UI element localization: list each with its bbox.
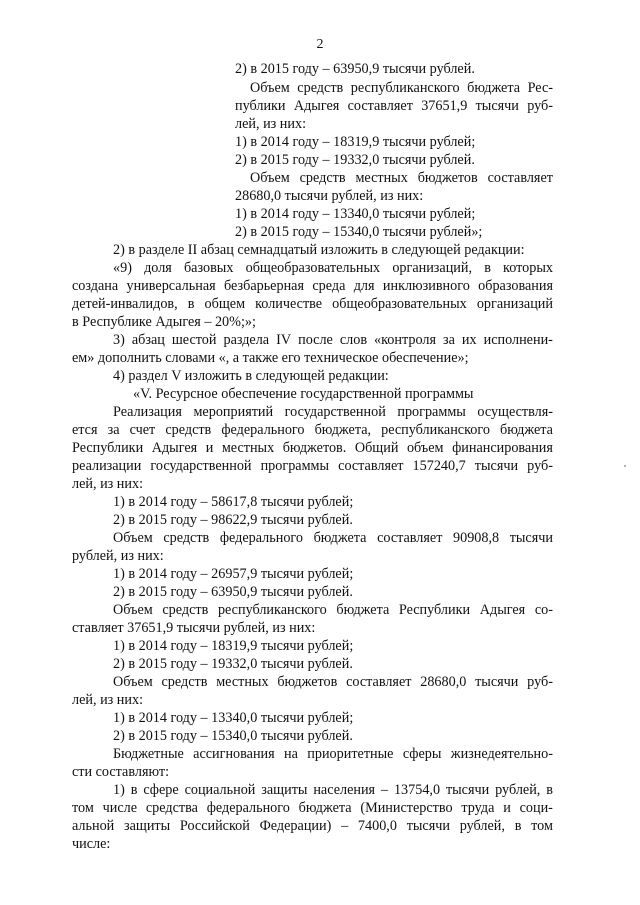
word: бюджета [467, 80, 521, 96]
text-line [113, 601, 553, 619]
text-line: 28680,0 тысячи рублей, из них: [235, 188, 424, 204]
word: социальной [184, 782, 256, 798]
word: тысячи [406, 818, 450, 834]
word: Объем [113, 602, 153, 618]
text-line: 2) в 2015 году – 63950,9 тысячи рублей. [113, 584, 353, 600]
text-line [235, 97, 553, 115]
word: финансирования [452, 440, 553, 456]
word: республиканского [350, 80, 460, 96]
word: государственной [150, 458, 252, 474]
word: тысячи [474, 458, 519, 474]
word: бюджета [500, 422, 553, 438]
word: сферы [402, 746, 442, 762]
word: средств [299, 170, 346, 186]
text-line: 4) раздел V изложить в следующей редакции: [113, 368, 389, 384]
word: безбарьерная [224, 278, 304, 294]
word: средств [161, 674, 208, 690]
text-line: 2) в 2015 году – 19332,0 тысячи рублей. [113, 656, 353, 672]
word: публики [235, 98, 286, 114]
word: 157240,7 [412, 458, 466, 474]
word: 28680,0 [420, 674, 467, 690]
word: федерального [219, 530, 303, 546]
text-line: 2) в 2015 году – 98622,9 тысячи рублей. [113, 512, 353, 528]
word: реализации [72, 458, 142, 474]
word: тысячи [475, 674, 519, 690]
word: ется [72, 422, 98, 438]
word: Адыгея [479, 602, 526, 618]
word: – [341, 818, 349, 834]
word: средств [165, 422, 212, 438]
word: в [514, 818, 522, 834]
word: базовых [183, 260, 234, 276]
word: населения [313, 782, 376, 798]
text-line [72, 421, 553, 439]
text-line: 2) в 2015 году – 15340,0 тысячи рублей»; [235, 224, 483, 240]
word: создана [72, 278, 119, 294]
text-line: ем» дополнить словами «, а также его техническое обеспечение»; [72, 350, 469, 366]
word: в [187, 296, 195, 312]
text-line: лей, из них: [235, 116, 307, 132]
text-line [113, 781, 553, 799]
word: рублей, [495, 782, 541, 798]
word: средств [163, 530, 210, 546]
word: Республики [398, 602, 471, 618]
word: составляет [347, 98, 413, 114]
text-line [113, 403, 553, 421]
text-line [72, 457, 553, 475]
text-line [72, 295, 553, 313]
word: тысячи [445, 782, 490, 798]
word: защиты [261, 782, 308, 798]
text-line: 1) в 2014 году – 26957,9 тысячи рублей; [113, 566, 354, 582]
word: их [461, 332, 477, 348]
word: организаций [476, 296, 553, 312]
word: 37651,9 [421, 98, 468, 114]
word: Объем [113, 530, 153, 546]
word: шестой [171, 332, 217, 348]
word: числе [102, 800, 138, 816]
word: в [130, 782, 138, 798]
word: бюджетов [417, 170, 478, 186]
word: бюджета [336, 602, 390, 618]
text-line [113, 529, 553, 547]
word: 1) [113, 782, 125, 798]
text-line [113, 259, 553, 277]
word: общем [204, 296, 246, 312]
text-line: 1) в 2014 году – 13340,0 тысячи рублей; [113, 710, 354, 726]
word: средства [145, 800, 198, 816]
word: Объем [250, 80, 290, 96]
word: тысячи [509, 530, 553, 546]
word: и [503, 800, 511, 816]
word: жизнедеятельно- [450, 746, 553, 762]
text-line [250, 79, 553, 97]
text-line: ставляет 37651,9 тысячи рублей, из них: [72, 620, 316, 636]
word: для [353, 278, 375, 294]
word: труда [461, 800, 495, 816]
word: составляет [377, 530, 443, 546]
text-line: в Республике Адыгея – 20%;»; [72, 314, 256, 330]
word: приоритетные [307, 746, 394, 762]
text-line [113, 331, 553, 349]
word: местных [216, 674, 269, 690]
word: 13754,0 [393, 782, 441, 798]
text-line: 2) в 2015 году – 15340,0 тысячи рублей. [113, 728, 353, 744]
word: республиканского [217, 602, 327, 618]
word: за [443, 332, 455, 348]
text-line [250, 169, 553, 187]
word: – [380, 782, 389, 798]
word: бюджетов. [282, 440, 347, 456]
word: инклюзивного [382, 278, 470, 294]
word: Адыгея [293, 98, 340, 114]
word: средств [162, 602, 209, 618]
word: 90908,8 [453, 530, 500, 546]
scan-speck [624, 465, 626, 467]
word: соци- [519, 800, 553, 816]
word: Рес- [527, 80, 553, 96]
word: осуществля- [477, 404, 553, 420]
word: том [72, 800, 94, 816]
text-line: 2) в 2015 году – 19332,0 тысячи рублей. [235, 152, 475, 168]
word: счет [129, 422, 156, 438]
text-line: 1) в 2014 году – 18319,9 тысячи рублей; [113, 638, 354, 654]
word: тысячи [475, 98, 519, 114]
word: в [546, 782, 553, 798]
word: количестве [255, 296, 323, 312]
word: Общий [354, 440, 399, 456]
text-line: лей, из них: [72, 692, 144, 708]
word: которых [503, 260, 553, 276]
text-line [72, 799, 553, 817]
word: Объем [250, 170, 290, 186]
word: составляет [338, 458, 404, 474]
text-line: сти составляют: [72, 764, 170, 780]
text-line [113, 673, 553, 691]
word: Реализация [113, 404, 182, 420]
word: доля [144, 260, 172, 276]
word: бюджета [313, 530, 367, 546]
word: детей-инвалидов, [72, 296, 178, 312]
word: Объем [113, 674, 153, 690]
word: мероприятий [193, 404, 274, 420]
word: и [205, 440, 214, 456]
word: раздела [223, 332, 270, 348]
word: после [298, 332, 333, 348]
word: защиты [124, 818, 171, 834]
word: (Министерство [360, 800, 453, 816]
word: Адыгея [151, 440, 198, 456]
word: образования [478, 278, 553, 294]
word: руб- [527, 98, 553, 114]
text-line: 1) в 2014 году – 13340,0 тысячи рублей; [235, 206, 476, 222]
word: общеобразовательных [245, 260, 381, 276]
text-line: 2) в 2015 году – 63950,9 тысячи рублей. [235, 61, 475, 77]
word: универсальная [126, 278, 216, 294]
word: республиканского [381, 422, 490, 438]
text-line [113, 745, 553, 763]
word: федерального [221, 422, 305, 438]
word: Бюджетные [113, 746, 184, 762]
word: руб- [527, 458, 553, 474]
word: на [284, 746, 298, 762]
word: организаций, [392, 260, 473, 276]
word: бюджета, [314, 422, 372, 438]
word: ассигнования [193, 746, 275, 762]
word: Российской [179, 818, 250, 834]
word: со- [534, 602, 553, 618]
word: «контроля [374, 332, 436, 348]
word: 7400,0 [357, 818, 397, 834]
word: «9) [113, 260, 132, 276]
text-line: «V. Ресурсное обеспечение государственной программы [133, 386, 474, 402]
word: сфере [143, 782, 179, 798]
word: местных [221, 440, 275, 456]
word: бюджета [298, 800, 352, 816]
word: бюджетов [277, 674, 338, 690]
word: программы [260, 458, 330, 474]
word: абзац [131, 332, 165, 348]
word: слов [339, 332, 368, 348]
text-line [72, 817, 553, 835]
text-line: 1) в 2014 году – 18319,9 тысячи рублей; [235, 134, 476, 150]
word: рублей, [459, 818, 505, 834]
word: программы [397, 404, 466, 420]
word: исполнени- [483, 332, 553, 348]
word: составляет [487, 170, 553, 186]
text-line [72, 439, 553, 457]
word: государственной [284, 404, 386, 420]
text-line: рублей, из них: [72, 548, 164, 564]
word: общеобразовательных [332, 296, 467, 312]
text-line: 1) в 2014 году – 58617,8 тысячи рублей; [113, 494, 354, 510]
word: объем [406, 440, 444, 456]
word: составляет [346, 674, 412, 690]
text-line: 2) в разделе II абзац семнадцатый изложить в следующей редакции: [113, 242, 525, 258]
text-line: числе: [72, 836, 111, 852]
word: Республики [72, 440, 144, 456]
word: том [531, 818, 553, 834]
word: федерального [206, 800, 290, 816]
word: местных [355, 170, 408, 186]
word: альной [72, 818, 115, 834]
word: среда [312, 278, 346, 294]
word: в [484, 260, 491, 276]
word: Федерации) [259, 818, 332, 834]
text-line: лей, из них: [72, 476, 144, 492]
word: руб- [527, 674, 553, 690]
word: 3) [113, 332, 125, 348]
word: IV [276, 332, 292, 348]
text-line [72, 277, 553, 295]
word: средств [297, 80, 344, 96]
page-number: 2 [316, 37, 324, 52]
word: за [107, 422, 120, 438]
